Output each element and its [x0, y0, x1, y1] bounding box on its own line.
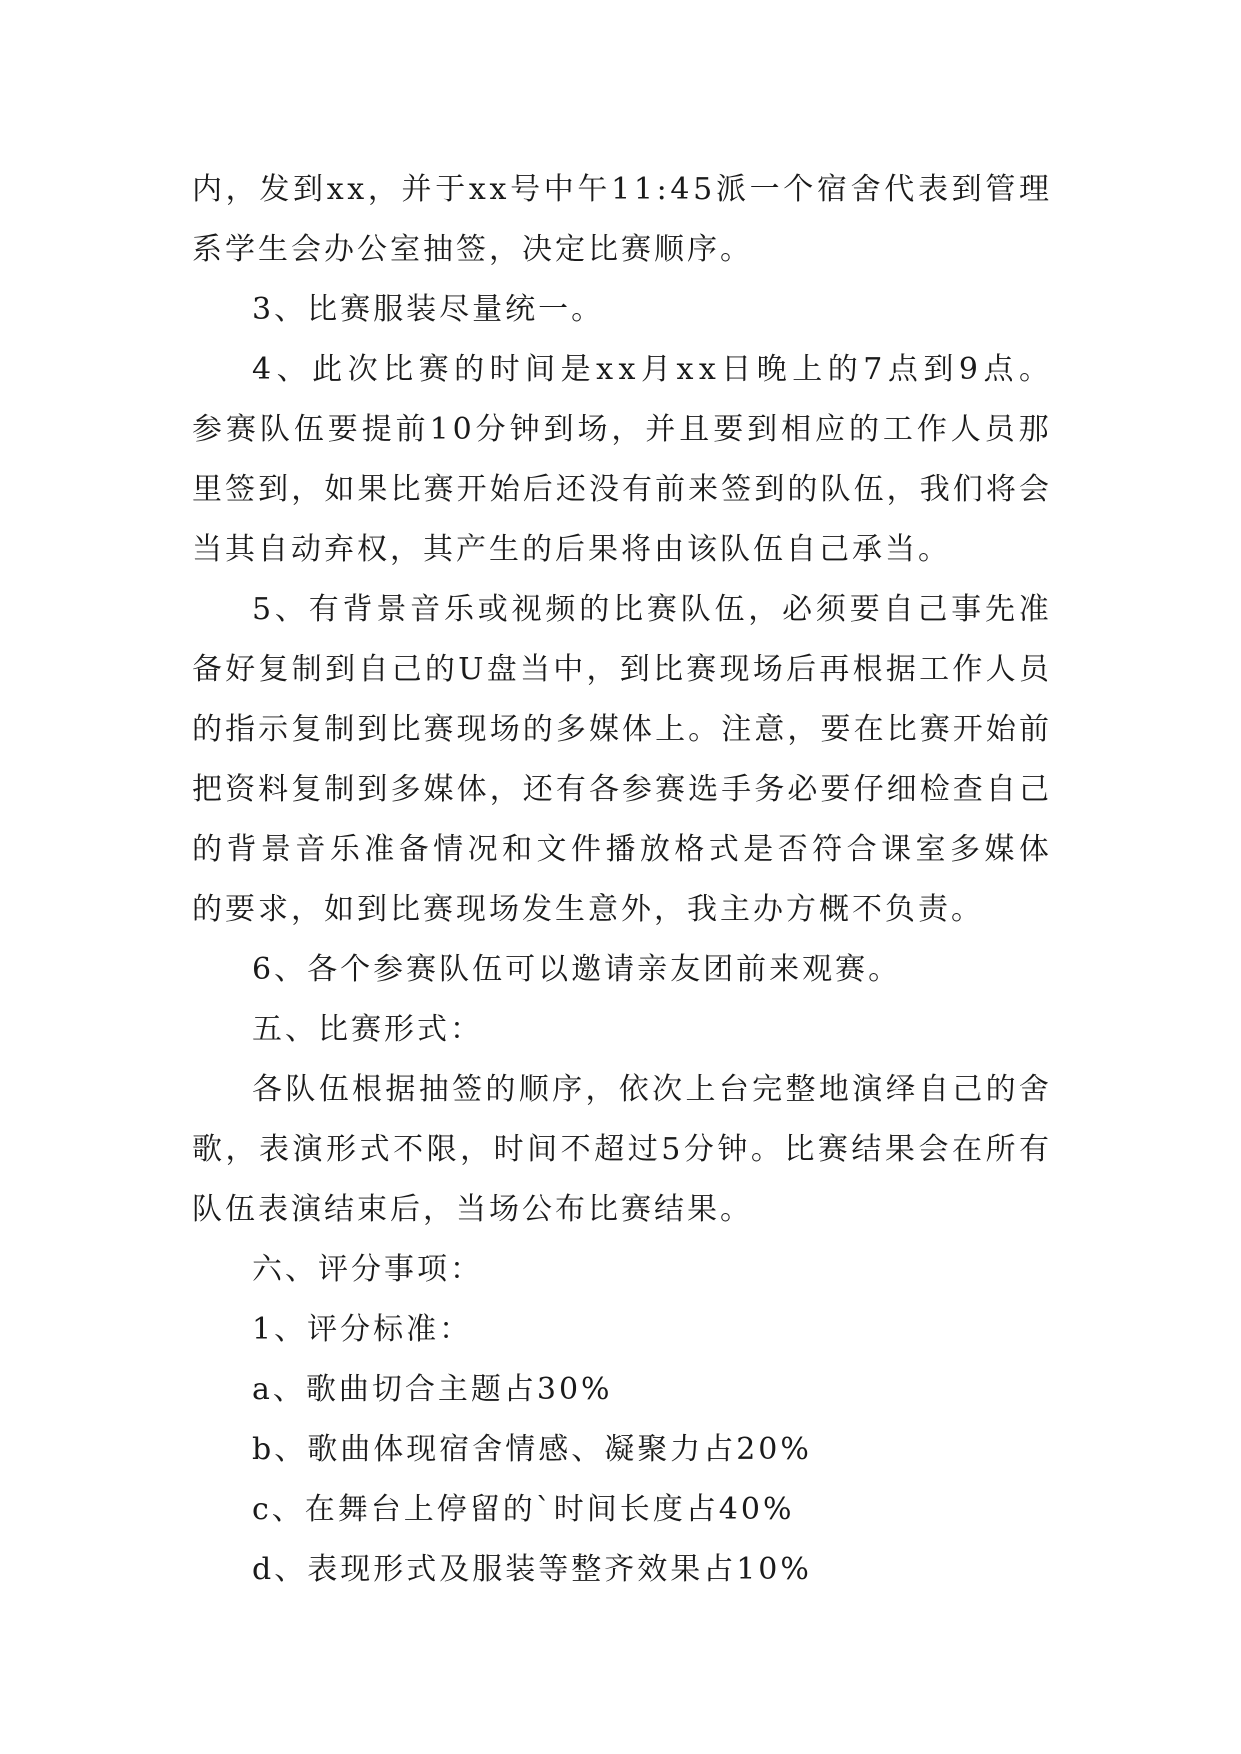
text-line: c、在舞台上停留的`时间长度占40% — [252, 1492, 795, 1527]
paragraph-criteria-d — [192, 1540, 1052, 1600]
paragraph-section-6 — [192, 1240, 1052, 1300]
text-line: 系学生会办公室抽签，决定比赛顺序。 — [192, 232, 753, 267]
paragraph-format — [192, 1060, 1052, 1240]
text-line: b、歌曲体现宿舍情感、凝聚力占20% — [252, 1432, 812, 1467]
text-line: 5 、 有 背 景 音 乐 或 视 频 的 比 赛 队 伍 ， 必 须 要 自 己 事 先 准 — [252, 592, 1052, 627]
text-line: 6、各个参赛队伍可以邀请亲友团前来观赛。 — [252, 952, 902, 987]
text-line: 队伍表演结束后，当场公布比赛结果。 — [192, 1192, 753, 1227]
text-line: 内 ， 发 到 x x ， 并 于 x x 号 中 午 1 1 : 4 5 派 一 个 宿 舍 代 表 到 管 理 — [192, 172, 1052, 207]
text-line: 的要求，如到比赛现场发生意外，我主办方概不负责。 — [192, 892, 984, 927]
paragraph-item-3 — [192, 280, 1052, 340]
text-line: 把 资 料 复 制 到 多 媒 体 ， 还 有 各 参 赛 选 手 务 必 要 仔 细 检 查 自 己 — [192, 772, 1052, 807]
document-body — [192, 160, 1052, 1600]
text-line: 3、比赛服装尽量统一。 — [252, 292, 605, 327]
text-line: 当其自动弃权，其产生的后果将由该队伍自己承当。 — [192, 532, 951, 567]
text-line: 4 、 此 次 比 赛 的 时 间 是 x x 月 x x 日 晚 上 的 7 点 到 9 点 。 — [252, 352, 1052, 387]
text-line: 六、评分事项： — [252, 1252, 483, 1287]
paragraph-criteria-a — [192, 1360, 1052, 1420]
text-line: d、表现形式及服装等整齐效果占10% — [252, 1552, 812, 1587]
paragraph-criteria — [192, 1300, 1052, 1360]
paragraph-criteria-c — [192, 1480, 1052, 1540]
text-line: 歌 ， 表 演 形 式 不 限 ， 时 间 不 超 过 5 分 钟 。 比 赛 结 果 会 在 所 有 — [192, 1132, 1052, 1167]
text-line: 参 赛 队 伍 要 提 前 1 0 分 钟 到 场 ， 并 且 要 到 相 应 的 工 作 人 员 那 — [192, 412, 1052, 447]
paragraph-item-5 — [192, 580, 1052, 940]
paragraph-criteria-b — [192, 1420, 1052, 1480]
paragraph-item-6 — [192, 940, 1052, 1000]
text-line: 的 指 示 复 制 到 比 赛 现 场 的 多 媒 体 上 。 注 意 ， 要 在 比 赛 开 始 前 — [192, 712, 1052, 747]
text-line: 1、评分标准： — [252, 1312, 473, 1347]
text-line: 里 签 到 ， 如 果 比 赛 开 始 后 还 没 有 前 来 签 到 的 队 伍 ， 我 们 将 会 — [192, 472, 1052, 507]
text-line: 五、比赛形式： — [252, 1012, 483, 1047]
text-line: 的 背 景 音 乐 准 备 情 况 和 文 件 播 放 格 式 是 否 符 合 课 室 多 媒 体 — [192, 832, 1052, 867]
paragraph-continuation — [192, 160, 1052, 280]
text-line: a、歌曲切合主题占30% — [252, 1372, 613, 1407]
text-line: 各 队 伍 根 据 抽 签 的 顺 序 ， 依 次 上 台 完 整 地 演 绎 自 己 的 舍 — [252, 1072, 1052, 1107]
paragraph-section-5 — [192, 1000, 1052, 1060]
text-line: 备 好 复 制 到 自 己 的 U 盘 当 中 ， 到 比 赛 现 场 后 再 根 据 工 作 人 员 — [192, 652, 1052, 687]
paragraph-item-4 — [192, 340, 1052, 580]
